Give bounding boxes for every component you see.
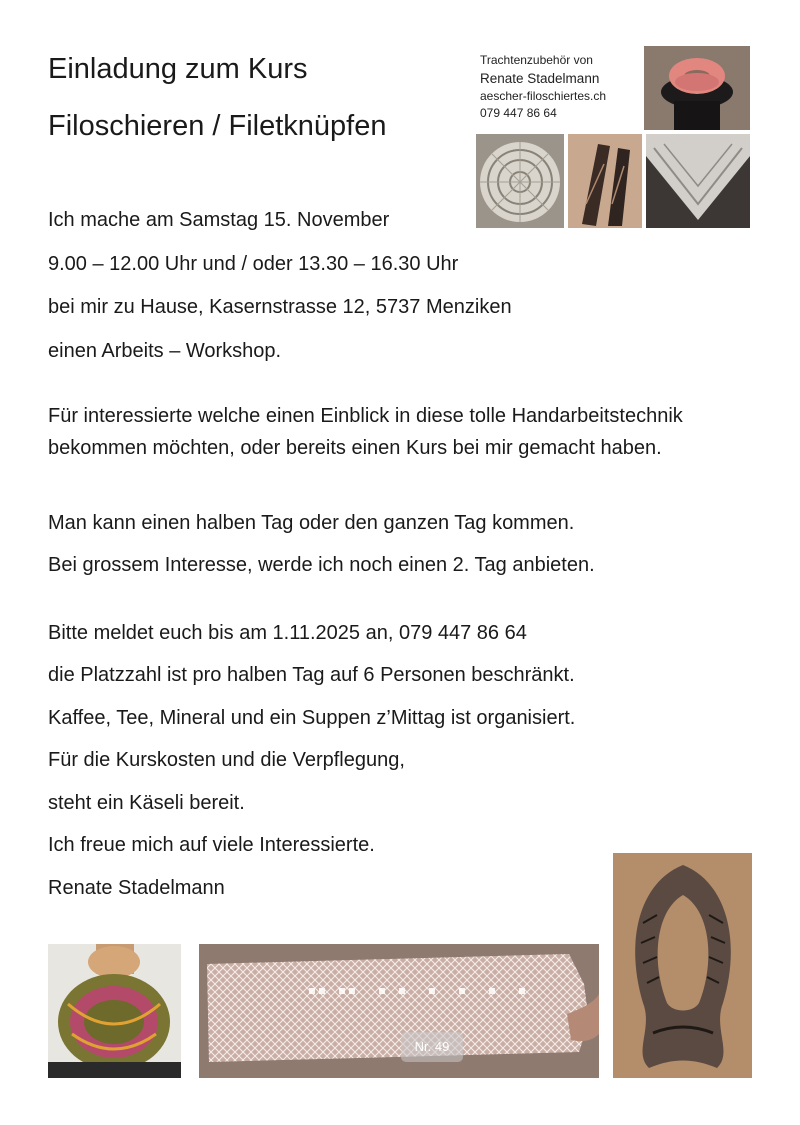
registration-donation-box: steht ein Käseli bereit. (48, 792, 245, 814)
registration-closing: Ich freue mich auf viele Interessierte. (48, 834, 375, 856)
contact-tagline: Trachtenzubehör von (480, 53, 593, 67)
photo-lace-shawl (646, 134, 750, 228)
photo-colorful-cowl (48, 944, 181, 1078)
event-time: 9.00 – 12.00 Uhr und / oder 13.30 – 16.30 Uhr (48, 253, 459, 275)
registration-capacity: die Platzzahl ist pro halben Tag auf 6 Personen beschränkt. (48, 664, 575, 686)
header-collage (476, 46, 750, 228)
photo-caption-number: Nr. 49 (401, 1032, 463, 1062)
registration-deadline: Bitte meldet euch bis am 1.11.2025 an, 079 447 86 64 (48, 622, 527, 644)
info-audience-paragraph: Für interessierte welche einen Einblick in diese tolle Handarbeitstechnik bekommen möchten, oder bereits einen Kurs bei mir gemacht haben. (48, 405, 683, 459)
info-extra-day: Bei grossem Interesse, werde ich noch einen 2. Tag anbieten. (48, 554, 595, 576)
event-location: bei mir zu Hause, Kasernstrasse 12, 5737 Menziken (48, 296, 512, 318)
contact-name: Renate Stadelmann (480, 71, 600, 86)
title-line-1: Einladung zum Kurs (48, 53, 308, 85)
registration-costs: Für die Kurskosten und die Verpflegung, (48, 749, 405, 771)
photo-pink-scarf (644, 46, 750, 130)
contact-phone: 079 447 86 64 (480, 106, 557, 120)
photo-white-lace-glove (199, 944, 599, 1078)
signature: Renate Stadelmann (48, 877, 225, 899)
title-line-2: Filoschieren / Filetknüpfen (48, 110, 387, 142)
photo-round-doily (476, 134, 564, 228)
event-type: einen Arbeits – Workshop. (48, 340, 282, 362)
photo-collar-ornament (613, 853, 752, 1078)
registration-catering: Kaffee, Tee, Mineral und ein Suppen z’Mittag ist organisiert. (48, 707, 576, 729)
event-date: Ich mache am Samstag 15. November (48, 209, 390, 231)
info-duration: Man kann einen halben Tag oder den ganzen Tag kommen. (48, 512, 575, 534)
contact-website: aescher-filoschiertes.ch (480, 89, 607, 103)
contact-card (476, 46, 642, 130)
photo-dark-gloves (568, 134, 642, 228)
